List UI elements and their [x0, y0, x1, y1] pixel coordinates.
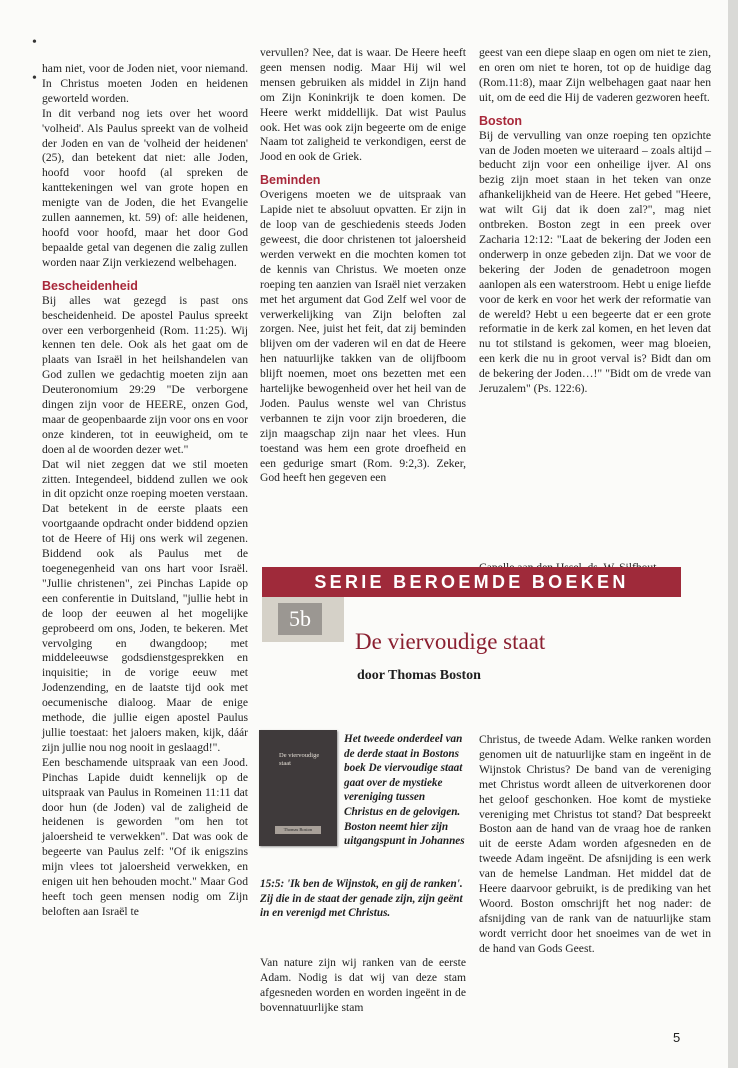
series-number: 5b — [278, 603, 322, 635]
section-heading: Boston — [479, 113, 523, 128]
book-title: De viervoudige staat — [355, 629, 546, 654]
margin-mark: • — [32, 71, 37, 86]
paragraph: Bij de vervulling van onze roeping ten opzichte van de Joden moeten we uiteraard – zoals altijd – beducht zijn voor een onheilige ijver. Al ons bezig zijn moet staan in het teken van onze afhankelijkheid van de Heere. Het gebed "Heere, wat wilt Gij dat ik doen zal?", mag niet ontbreken. Boston zegt in een preek over Zacharia 12:12: "Laat de bekering der Joden een onderwerp in onze gebeden zijn. Dat we voor de bekering der Joden de genadetroon mogen aanlopen als een waterstroom. Hebt u enige liefde voor de kerk en voor het werk der reformatie van de wereld? Hebt u een begeerte dat er een grote reformatie in de kerk zal komen, en het leven dat nu tot stilstand is gekomen, weer mag bloeien, een kerk die nu in groot verval is? Bidt dan om de bekering der Joden…!" "Bidt om de vrede van Jeruzalem" (Ps. 122:6). — [479, 128, 711, 396]
page-number: 5 — [673, 1030, 681, 1045]
article-intro: Het tweede onderdeel van de derde staat in Bostons boek De viervoudige staat gaat over de mystieke vereniging tussen Christus en de gelovigen. Boston neemt hier zijn uitgangspunt in Johannes — [344, 733, 465, 848]
article-intro-continued: 15:5: 'Ik ben de Wijnstok, en gij de ranken'. Zij die in de staat der genade zijn, zijn geënt in en verenigd met Christus. — [260, 878, 463, 920]
margin-mark: • — [32, 35, 37, 50]
paragraph: Een beschamende uitspraak van een Jood. Pinchas Lapide duidt kennelijk op de uitspraak van Paulus in Romeinen 11:11 dat door hun (de Joden) val de zaligheid de heidenen is geworden "om hen tot jaloersheid te verwekken". Dat was ook de begeerte van Paulus zelf: "Of ik enigszins mijn vlees tot jaloersheid verwekken, en enigen uit hen behouden mocht." Maar God heeft toch geen mensen nodig om Zijn beloften aan Israël te — [42, 755, 248, 918]
paragraph: geest van een diepe slaap en ogen om niet te zien, en oren om niet te horen, tot op de huidige dag (Rom.11:8), maar Zijn welbehagen gaat naar hen uit, om de eed die Hij de vaderen gezworen heeft. — [479, 46, 711, 104]
paragraph: vervullen? Nee, dat is waar. De Heere heeft geen mensen nodig. Maar Hij wil wel mensen gebruiken als middel in Zijn hand om Zijn Koninkrijk te doen komen. De Heere werkt middellijk. Dat wist Paulus ook. Het was ook zijn begeerte om de enige Naam tot zaligheid te verkondigen, eerst de Jood en ook de Griek. — [260, 46, 466, 164]
cover-title: De viervoudige staat — [279, 752, 320, 767]
section-heading: Bescheidenheid — [42, 278, 138, 293]
review-column-1: Van nature zijn wij ranken van de eerste Adam. Nodig is dat wij van deze stam afgesneden worden en worden ingeënt in de bovennatuurlijke stam — [260, 956, 466, 1014]
paragraph: ham niet, voor de Joden niet, voor niemand. In Christus moeten Joden en heidenen geworteld worden. — [42, 62, 248, 105]
paragraph: Dat wil niet zeggen dat we stil moeten zitten. Integendeel, biddend zullen we ook in dit opzicht onze roeping moeten verstaan. Dat betekent in de eerste plaats een voortgaande opdracht onder biddend opzien tot de Heere of Hij ons werk wil zegenen. Biddend ook als Paulus met de toegenegenheid van ons hart voor Israël. "Jullie christenen", zei Pinchas Lapide op een conferentie in Duitsland, "jullie hebt in de loop der eeuwen al het mogelijke geprobeerd om ons, Joden, te bekeren. Met vervolging en dwangdoop; met middeleeuwse godsdienstgesprekken en inquisitie; in de vorige eeuw met Jodenzending, en de laatste tijd ook met oecumenische dialoog. Maar de enige methode, die jullie eigen apostel Paulus jullie toestaat: het jaloers maken, kijk, dáár zijn jullie nou nog nooit in geslaagd!". — [42, 457, 248, 754]
book-byline: door Thomas Boston — [357, 668, 481, 683]
section-heading: Beminden — [260, 173, 321, 188]
article-column-2 — [260, 46, 466, 486]
article-column-3 — [479, 46, 711, 397]
paragraph: Overigens moeten we de uitspraak van Lapide niet te absoluut opvatten. Er zijn in de loop van de geschiedenis steeds Joden geweest, die door christenen tot jaloersheid werden verwekt en die mochten komen tot de kennis van Christus. We moeten onze roeping ten aanzien van Israël niet verzaken met het argument dat God Zelf wel voor de verwerkelijking van Zijn beloften zal zorgen. Nee, juist het feit, dat zij beminden blijven om der vaderen wil en dat de Heere hen natuurlijke takken van de olijfboom blijft noemen, moet ons bezetten met een hartelijke bewogenheid over het heil van de Joden. Paulus wenste wel van Christus verbannen te zijn voor zijn broederen, die zijn maagschap zijn naar het vlees. Hun toestand was hem een grote droefheid en een gedurige smart (Rom. 9:2,3). Zeker, God heeft hen gegeven een — [260, 188, 466, 485]
series-banner — [262, 567, 681, 597]
review-column-2: Christus, de tweede Adam. Welke ranken worden genomen uit de natuurlijke stam en ingeënt in de Wijnstok Christus? De band van de vereniging met Christus wordt alleen de uitverkorenen door het geloof geschonken. Hoe komt de mystieke vereniging met Christus tot stand? Dat bespreekt Boston aan de hand van de vraag hoe de ranken uit de eerste Adam worden afgesneden en de tweede Adam ingeënt. De afsnijding is een werk van de hemelse Landman. Het middel dat de Heere daarvoor gebruikt, is de prediking van het Woord. Boston omschrijft het nog nader: de afsnijding van de rank van de natuurlijke stam wordt verricht door het snoeimes van de wet in de hand van Gods Geest. — [479, 733, 711, 955]
book-cover-image — [259, 730, 337, 846]
series-banner-label: SERIE BEROEMDE BOEKEN — [314, 572, 629, 592]
paragraph: In dit verband nog iets over het woord 'volheid'. Als Paulus spreekt van de volheid der Joden en van de 'volheid der heidenen' (25), dan betekent dat niet: alle Joden, hoofd voor hoofd (al spreken de kanttekeningen wel van grote hopen en menigte van de Joden, die het Evangelie zullen aannemen, kt. 59) of: alle heidenen, hoofd voor hoofd, maar het door God bepaalde getal van degenen die zalig zullen worden naar Zijn verkiezend welbehagen. — [42, 106, 248, 269]
cover-author: Thomas Boston — [275, 826, 321, 834]
article-column-1 — [42, 62, 248, 920]
page-edge — [728, 0, 738, 1068]
paragraph: Bij alles wat gezegd is past ons bescheidenheid. De apostel Paulus spreekt over een verborgenheid (Rom. 11:25). Wij kennen ten dele. Ook als het gaat om de plaats van Israël in het heilshandelen van God zullen we gedachtig moeten zijn aan Deuteronomium 29:29 "De verborgene dingen zijn voor de HEERE, onzen God, maar de geopenbaarde zijn voor ons en voor onze kinderen, tot in eeuwigheid, om te doen al de woorden dezer wet." — [42, 293, 248, 456]
